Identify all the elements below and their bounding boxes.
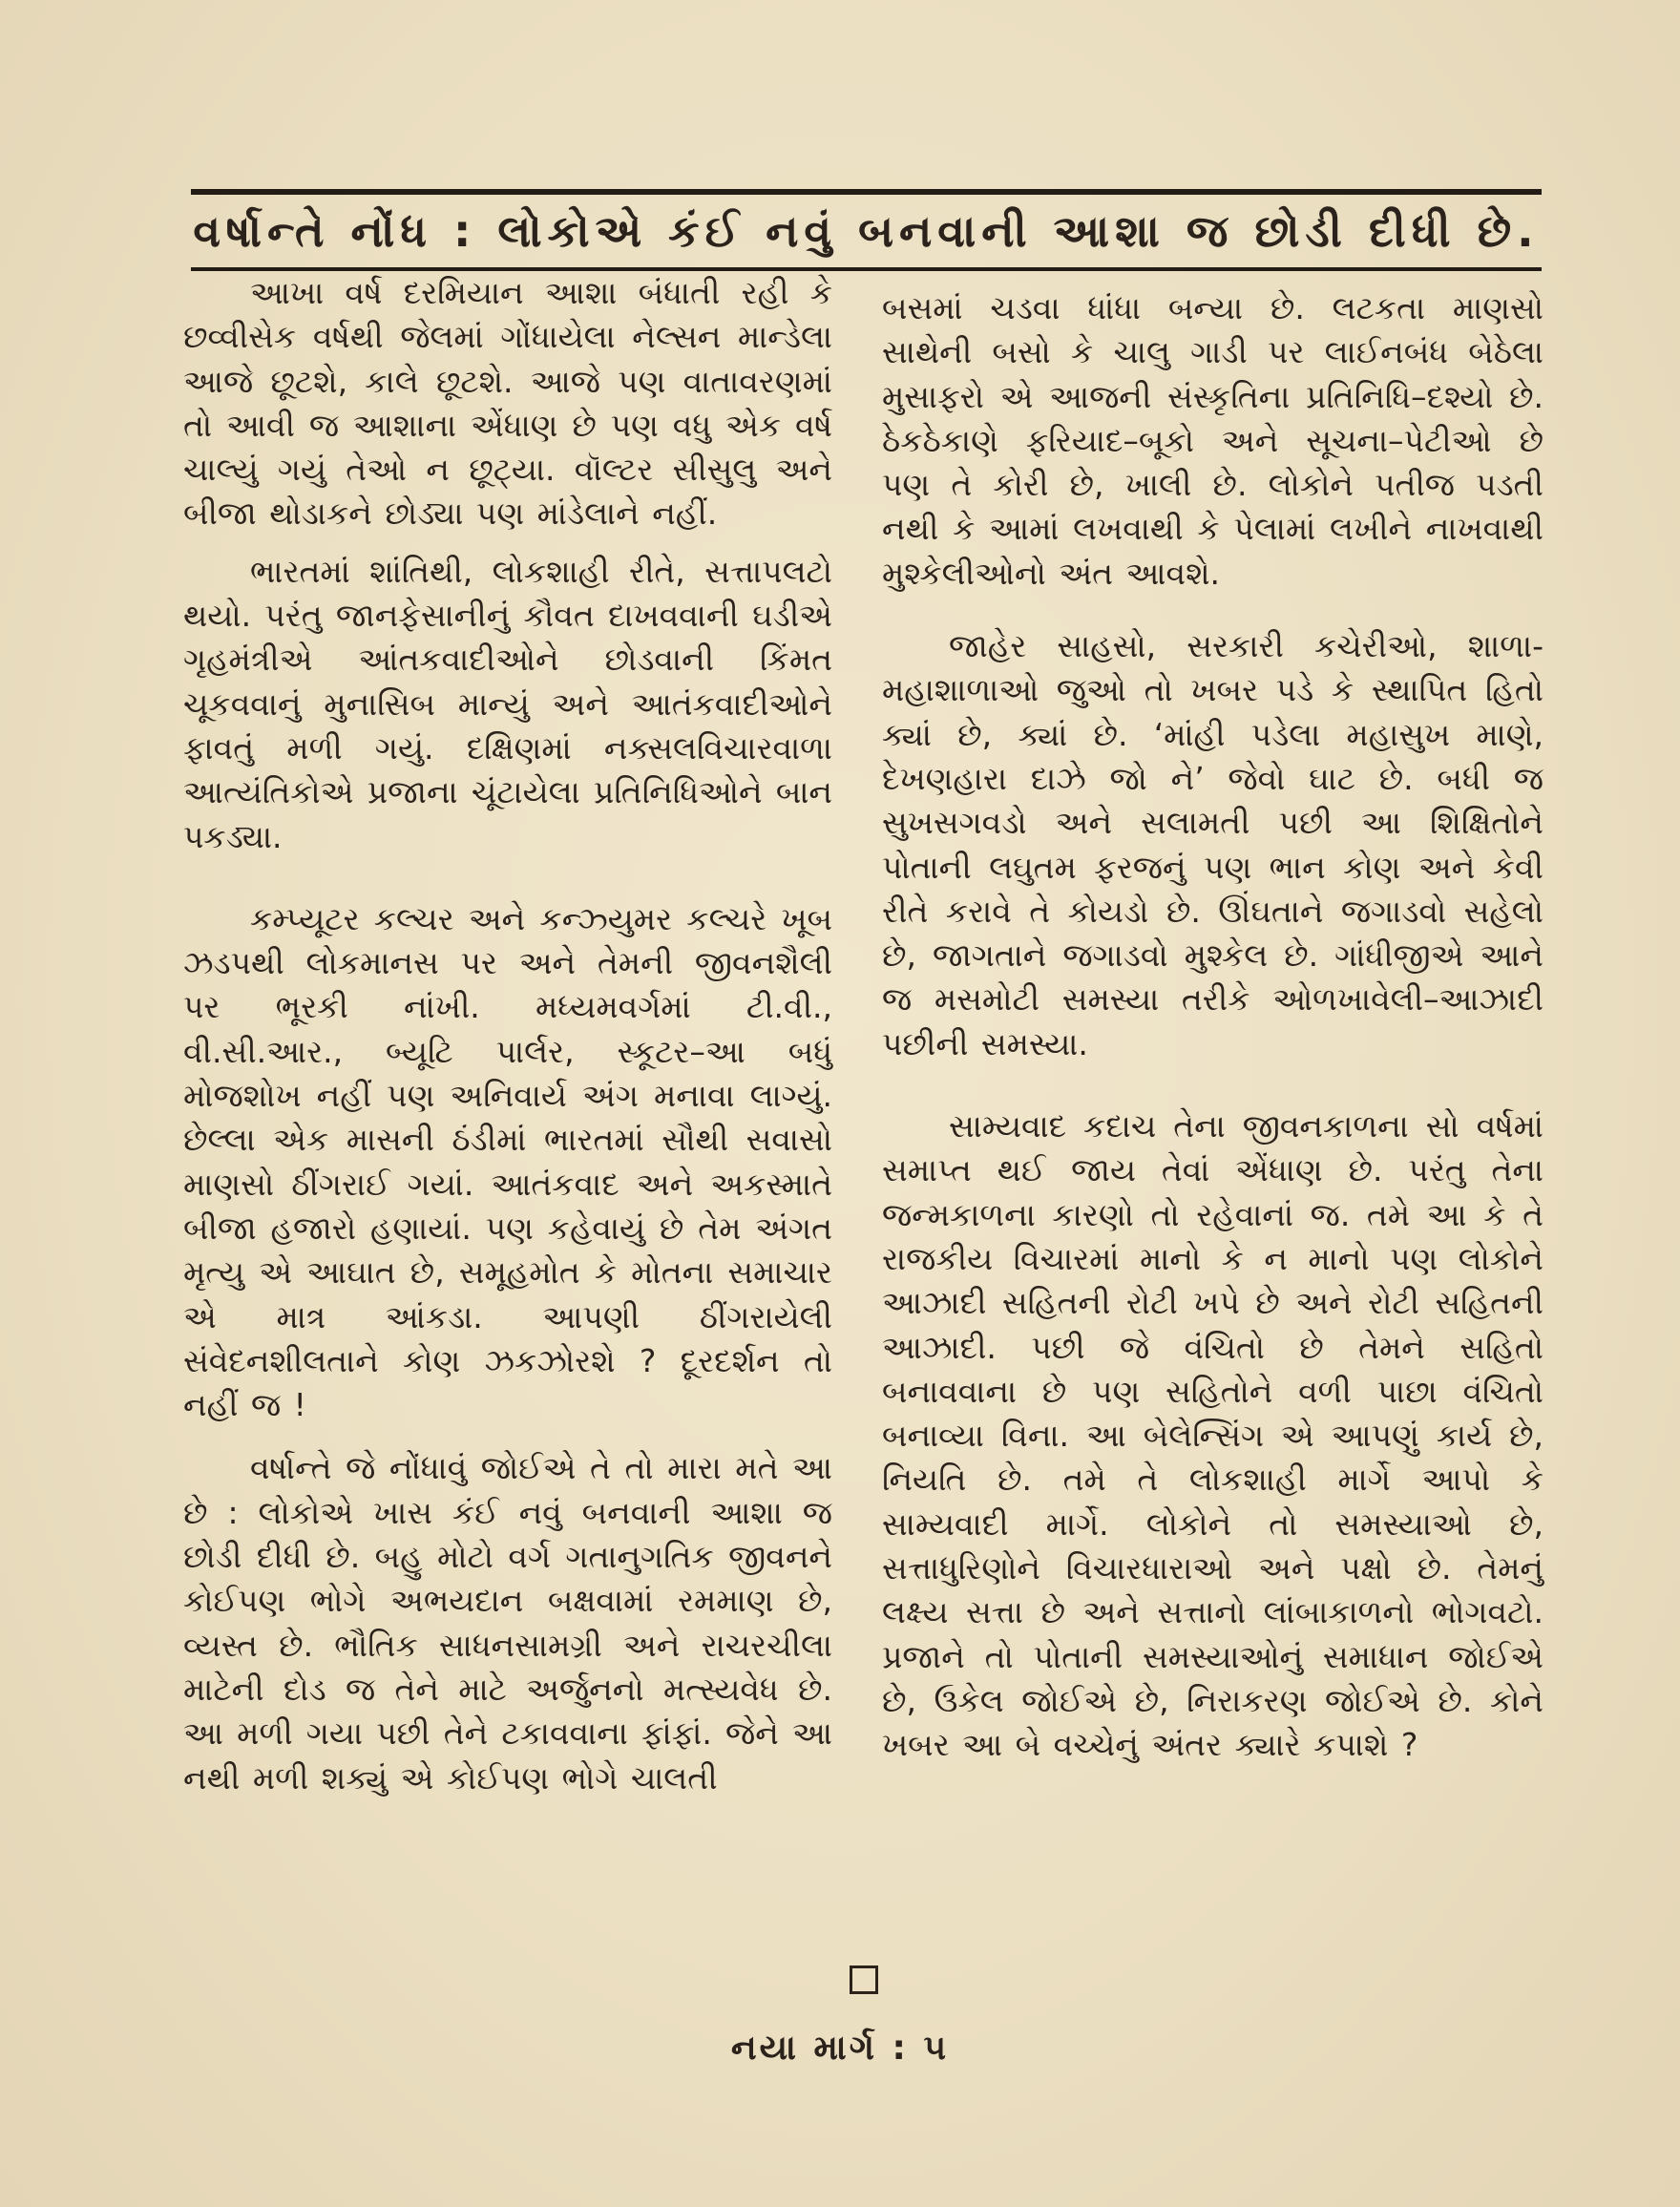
paragraph: સામ્યવાદ કદાચ તેના જીવનકાળના સો વર્ષમાં સમાપ્ત થઈ જાય તેવાં એંધાણ છે. પરંતુ તેના જન્મકાળના કારણો તો રહેવાનાં જ. તમે આ કે તે રાજકીય વિચારમાં માનો કે ન માનો પણ લોકોને આઝાદી સહિતની રોટી ખપે છે અને રોટી સહિતની આઝાદી. પછી જે વંચિતો છે તેમને સહિતો બનાવવાના છે પણ સહિતોને વળી પાછા વંચિતો બનાવ્યા વિના. આ બેલેન્સિંગ એ આપણું કાર્ય છે, નિયતિ છે. તમે તે લોકશાહી માર્ગે આપો કે સામ્યવાદી માર્ગે. લોકોને તો સમસ્યાઓ છે, સત્તાધુરિણોને વિચારધારાઓ અને પક્ષો છે. તેમનું લક્ષ્ય સત્તા છે અને સત્તાનો લાંબાકાળનો ભોગવટો. પ્રજાને તો પોતાની સમસ્યાઓનું સમાધાન જોઈએ છે, ઉકેલ જોઈએ છે, નિરાકરણ જોઈએ છે. કોને ખબર આ બે વચ્ચેનું અંતર ક્યારે કપાશે ? [882,1107,1544,1764]
paragraph: બસમાં ચડવા ધાંધા બન્યા છે. લટકતા માણસો સાથેની બસો કે ચાલુ ગાડી પર લાઈનબંધ બેઠેલા મુસાફરો એ આજની સંસ્કૃતિના પ્રતિનિધિ–દશ્યો છે. ઠેકઠેકાણે ફરિયાદ–બૂકો અને સૂચના–પેટીઓ છે પણ તે કોરી છે, ખાલી છે. લોકોને પતીજ પડતી નથી કે આમાં લખવાથી કે પેલામાં લખીને નાખવાથી મુશ્કેલીઓનો અંત આવશે. [882,289,1544,592]
paragraph: વર્ષાન્તે જે નોંધાવું જોઈએ તે તો મારા મતે આ છે : લોકોએ ખાસ કંઈ નવું બનવાની આશા જ છોડી દીધી છે. બહુ મોટો વર્ગ ગતાનુગતિક જીવનને કોઈપણ ભોગે અભયદાન બક્ષવામાં રમમાણ છે, વ્યસ્ત છે. ભૌતિક સાધનસામગ્રી અને રાચરચીલા માટેની દોડ જ તેને માટે અર્જુનનો મત્સ્યવેધ છે. આ મળી ગયા પછી તેને ટકાવવાના ફાંફાં. જેને આ નથી મળી શક્યું એ કોઈપણ ભોગે ચાલતી [183,1449,832,1797]
paragraph: કમ્પ્યૂટર કલ્ચર અને કન્ઝ્યુમર કલ્ચરે ખૂબ ઝડપથી લોકમાનસ પર અને તેમની જીવનશૈલી પર ભૂરકી નાંખી. મધ્યમવર્ગમાં ટી.વી., વી.સી.આર., બ્યૂટિ પાર્લર, સ્કૂટર–આ બધું મોજશોખ નહીં પણ અનિવાર્ય અંગ મનાવા લાગ્યું. છેલ્લા એક માસની ઠંડીમાં ભારતમાં સૌથી સવાસો માણસો ઠીંગરાઈ ગયાં. આતંકવાદ અને અકસ્માતે બીજા હજારો હણાયાં. પણ કહેવાયું છે તેમ અંગત મૃત્યુ એ આઘાત છે, સમૂહમોત કે મોતના સમાચાર એ માત્ર આંકડા. આપણી ઠીંગરાયેલી સંવેદનશીલતાને કોણ ઝકઝોરશે ? દૂરદર્શન તો નહીં જ ! [183,899,832,1424]
paragraph: આખા વર્ષ દરમિયાન આશા બંધાતી રહી કે છવ્વીસેક વર્ષથી જેલમાં ગોંધાયેલા નેલ્સન માન્ડેલા આજે છૂટશે, કાલે છૂટશે. આજે પણ વાતાવરણમાં તો આવી જ આશાના એંધાણ છે પણ વધુ એક વર્ષ ચાલ્યું ગયું તેઓ ન છૂટ્યા. વૉલ્ટર સીસુલુ અને બીજા થોડાકને છોડ્યા પણ માંડેલાને નહીં. [183,274,832,533]
left-column [183,271,832,1800]
right-column [882,286,1544,1768]
page-footer: નયા માર્ગ : ૫ [730,2028,950,2068]
article-title: વર્ષાન્તે નોંધ : લોકોએ કંઈ નવું બનવાની આશા જ છોડી દીધી છે. [193,205,1540,257]
article-end-square-icon [850,1965,878,1994]
paragraph: ભારતમાં શાંતિથી, લોકશાહી રીતે, સત્તાપલટો થયો. પરંતુ જાનફેસાનીનું કૌવત દાખવવાની ઘડીએ ગૃહમંત્રીએ આંતકવાદીઓને છોડવાની કિંમત ચૂકવવાનું મુનાસિબ માન્યું અને આતંકવાદીઓને ફાવતું મળી ગયું. દક્ષિણમાં નક્સલવિચારવાળા આત્યંતિકોએ પ્રજાના ચૂંટાયેલા પ્રતિનિધિઓને બાન પકડ્યા. [183,552,832,855]
title-top-rule [191,189,1542,195]
paragraph: જાહેર સાહસો, સરકારી કચેરીઓ, શાળા-મહાશાળાઓ જુઓ તો ખબર પડે કે સ્થાપિત હિતો ક્યાં છે, ક્યાં છે. ‘માંહી પડેલા મહાસુખ માણે, દેખણહારા દાઝે જો ને’ જેવો ઘાટ છે. બધી જ સુખસગવડો અને સલામતી પછી આ શિક્ષિતોને પોતાની લઘુતમ ફરજનું પણ ભાન કોણ અને કેવી રીતે કરાવે તે કોયડો છે. ઊંઘતાને જગાડવો સહેલો છે, જાગતાને જગાડવો મુશ્કેલ છે. ગાંધીજીએ આને જ મસમોટી સમસ્યા તરીકે ઓળખાવેલી–આઝાદી પછીની સમસ્યા. [882,627,1544,1062]
